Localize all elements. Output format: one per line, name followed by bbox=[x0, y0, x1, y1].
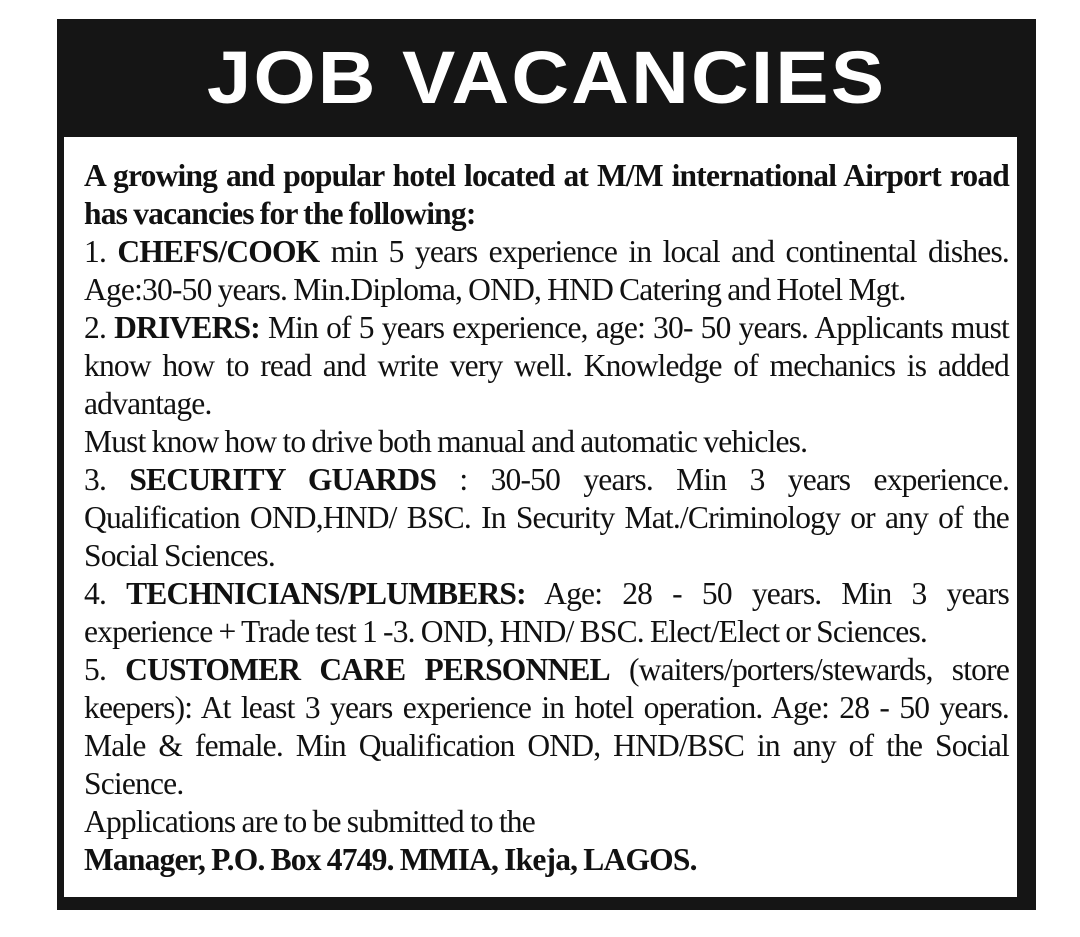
position-number: 5. bbox=[84, 652, 107, 687]
application-address: Manager, P.O. Box 4749. MMIA, Ikeja, LAGOS. bbox=[84, 842, 697, 877]
position-item-chefs bbox=[84, 233, 1009, 309]
position-number: 1. bbox=[84, 234, 107, 269]
position-item-customer-care bbox=[84, 651, 1009, 803]
ad-title: JOB VACANCIES bbox=[206, 36, 887, 119]
drivers-extra-requirement: Must know how to drive both manual and automatic vehicles. bbox=[84, 424, 808, 459]
position-heading: DRIVERS: bbox=[114, 310, 260, 345]
position-description: : 30-50 years. Min 3 years experience. Qualification OND,HND/ BSC. In Security Mat./Criminology or any of the Social Sciences. bbox=[84, 462, 1010, 573]
position-item-technicians bbox=[84, 575, 1009, 651]
position-number: 2. bbox=[84, 310, 107, 345]
position-heading: SECURITY GUARDS bbox=[129, 462, 437, 497]
position-description: Min of 5 years experience, age: 30- 50 years. Applicants must know how to read and write very well. Knowledge of mechanics is added advantage. bbox=[84, 310, 1009, 421]
ad-body bbox=[64, 137, 1017, 897]
application-instruction: Applications are to be submitted to the bbox=[84, 804, 535, 839]
ad-header bbox=[57, 19, 1036, 137]
position-number: 3. bbox=[84, 462, 107, 497]
position-description: Age: 28 - 50 years. Min 3 years experience + Trade test 1 -3. OND, HND/ BSC. Elect/Elect or Sciences. bbox=[84, 576, 1009, 649]
position-item-security bbox=[84, 461, 1009, 575]
position-number: 4. bbox=[84, 576, 107, 611]
position-heading: TECHNICIANS/PLUMBERS: bbox=[126, 576, 526, 611]
position-heading: CUSTOMER CARE PERSONNEL bbox=[125, 652, 610, 687]
position-item-drivers bbox=[84, 309, 1009, 423]
intro-text: A growing and popular hotel located at M/M international Airport road has vacancies for the following: bbox=[84, 158, 1009, 231]
job-ad bbox=[57, 19, 1036, 910]
position-heading: CHEFS/COOK bbox=[117, 234, 320, 269]
position-description: min 5 years experience in local and continental dishes. Age:30-50 years. Min.Diploma, OND, HND Catering and Hotel Mgt. bbox=[84, 234, 1010, 307]
position-description: (waiters/porters/stewards, store keepers): At least 3 years experience in hotel operation. Age: 28 - 50 years. Male & female. Min Qualification OND, HND/BSC in any of the Social Science. bbox=[84, 652, 1010, 801]
